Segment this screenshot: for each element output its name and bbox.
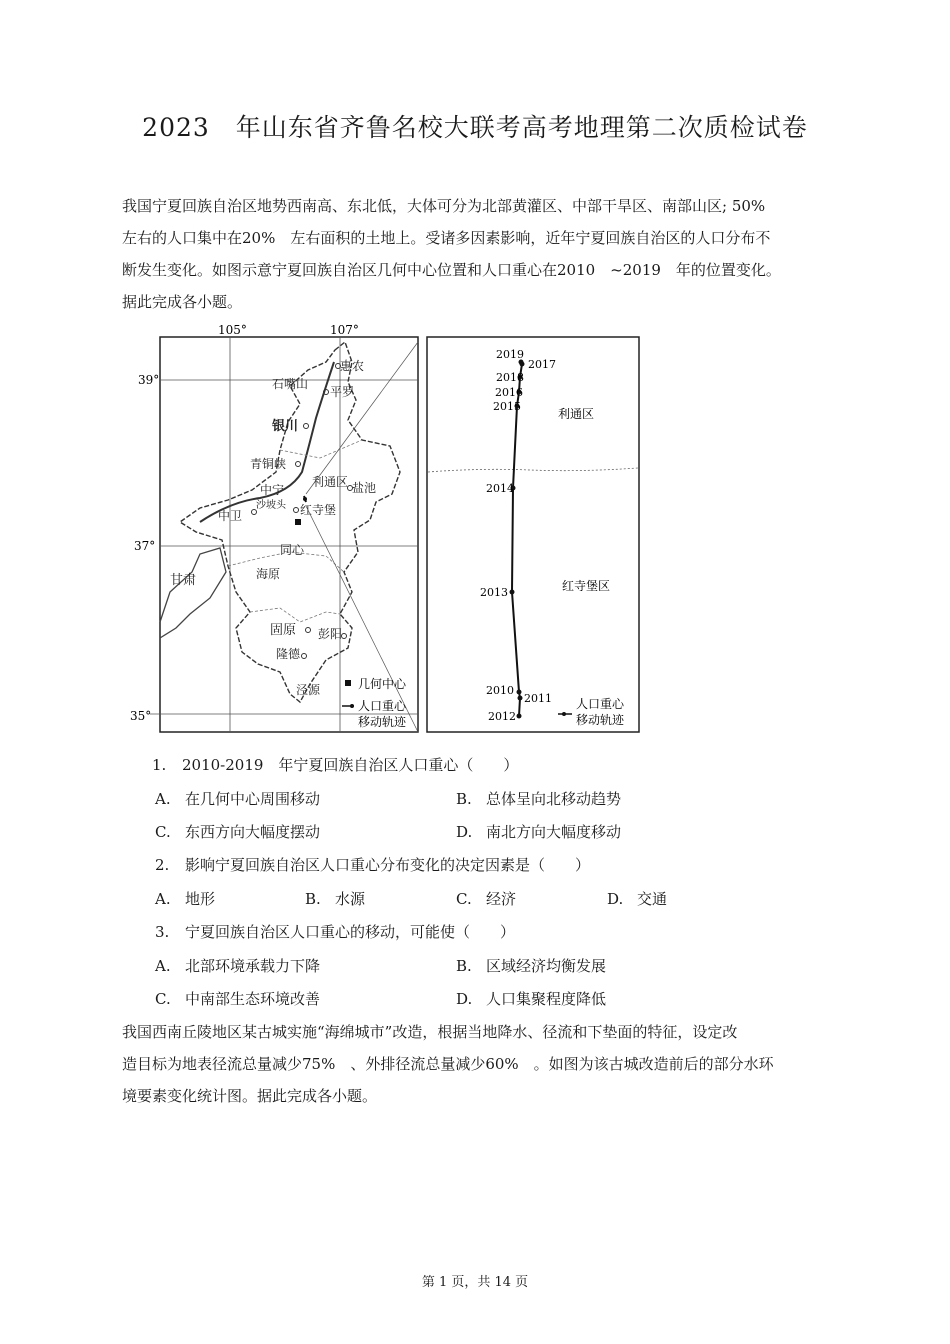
question-3 — [155, 921, 515, 942]
place-label: 利通区 — [312, 475, 349, 489]
option-2a: A. 地形 — [155, 890, 216, 908]
place-label: 中卫 — [218, 509, 243, 523]
question-number: 2. — [155, 856, 170, 874]
place-label: 盐池 — [352, 481, 377, 495]
year-label: 2011 — [524, 692, 552, 705]
question-stem: 影响宁夏回族自治区人口重心分布变化的决定因素是（ ） — [185, 856, 591, 874]
question-number: 1. — [152, 756, 167, 774]
intro-line: 断发生变化。如图示意宁夏回族自治区几何中心位置和人口重心在2010 ~2019 年的位置变化。 — [122, 261, 781, 279]
option-1a: A. 在几何中心周围移动 — [155, 790, 321, 808]
question-stem: 宁夏回族自治区人口重心的移动，可能使（ ） — [185, 923, 516, 941]
place-label: 泾源 — [296, 683, 321, 697]
place-label: 隆德 — [276, 647, 301, 661]
intro2-paragraph — [122, 1016, 842, 1112]
year-label: 2015 — [493, 400, 521, 413]
place-label: 石嘴山 — [272, 377, 309, 391]
intro2-line: 造目标为地表径流总量减少75% 、外排径流总量减少60% 。如图为该古城改造前后的部分水环 — [122, 1055, 774, 1073]
option-1d: D. 南北方向大幅度移动 — [456, 823, 622, 841]
legend-pop-center: 人口重心 — [358, 699, 407, 713]
map-frame — [160, 337, 418, 732]
intro-line: 左右的人口集中在20% 左右面积的土地上。受诸多因素影响，近年宁夏回族自治区的人口分布不 — [122, 229, 771, 247]
place-label: 青铜峡 — [250, 457, 287, 471]
lon-107-label: 107° — [330, 323, 359, 337]
pop-center-track — [512, 362, 522, 716]
option-1b: B. 总体呈向北移动趋势 — [456, 790, 622, 808]
year-label: 2016 — [495, 386, 523, 399]
place-label: 平罗 — [330, 385, 355, 399]
place-label: 中宁 — [260, 483, 285, 497]
page-footer: 第 1 页，共 14 页 — [421, 1275, 529, 1290]
place-label: 惠农 — [340, 359, 365, 373]
question-stem: 2010-2019 年宁夏回族自治区人口重心（ ） — [182, 756, 519, 774]
lat-35-label: 35° — [130, 709, 152, 723]
ningxia-map-figure — [130, 322, 650, 742]
intro2-line: 境要素变化统计图。据此完成各小题。 — [122, 1087, 378, 1105]
year-label: 2018 — [496, 371, 524, 384]
year-label: 2014 — [486, 482, 514, 495]
inset-legend-line2: 移动轨迹 — [576, 713, 625, 727]
question-2 — [155, 854, 590, 875]
option-1c: C. 东西方向大幅度摆动 — [155, 823, 321, 841]
legend-geo-center: 几何中心 — [358, 677, 407, 691]
lon-105-label: 105° — [218, 323, 247, 337]
intro-line: 据此完成各小题。 — [122, 293, 243, 311]
year-label: 2019 — [496, 348, 524, 361]
question-number: 3. — [155, 923, 170, 941]
page-title: 2023 年山东省齐鲁名校大联考高考地理第二次质检试卷 — [142, 113, 808, 142]
year-label: 2012 — [488, 710, 516, 723]
option-3d: D. 人口集聚程度降低 — [456, 990, 607, 1008]
legend-pop-track: 移动轨迹 — [358, 715, 407, 729]
option-3c: C. 中南部生态环境改善 — [155, 990, 321, 1008]
intro-line: 我国宁夏回族自治区地势西南高、东北低，大体可分为北部黄灌区、中部干旱区、南部山区; 50% — [122, 197, 766, 215]
year-label: 2010 — [486, 684, 514, 697]
inset-legend-line1: 人口重心 — [576, 697, 625, 711]
place-label: 固原 — [270, 623, 297, 638]
inset-frame — [427, 337, 639, 732]
year-label: 2013 — [480, 586, 508, 599]
option-2b: B. 水源 — [305, 890, 366, 908]
option-3a: A. 北部环境承载力下降 — [155, 957, 321, 975]
geometric-center-marker — [295, 519, 301, 525]
intro2-line: 我国西南丘陵地区某古城实施“海绵城市”改造，根据当地降水、径流和下垫面的特征，设定改 — [122, 1023, 738, 1041]
option-2c: C. 经济 — [456, 890, 517, 908]
place-label: 沙坡头 — [256, 500, 286, 511]
place-label: 银川 — [272, 419, 299, 434]
place-label: 红寺堡 — [300, 503, 337, 517]
neighbor-label: 甘肃 — [170, 573, 197, 588]
place-label: 海原 — [256, 567, 281, 581]
option-2d: D. 交通 — [607, 890, 668, 908]
lat-39-label: 39° — [138, 373, 160, 387]
inset-area-south: 红寺堡区 — [562, 579, 611, 593]
intro-paragraph — [122, 190, 842, 318]
question-1 — [152, 754, 518, 775]
option-3b: B. 区域经济均衡发展 — [456, 957, 607, 975]
lat-37-label: 37° — [134, 539, 156, 553]
inset-area-north: 利通区 — [558, 407, 595, 421]
place-label: 彭阳 — [318, 627, 343, 641]
year-label: 2017 — [528, 358, 556, 371]
place-label: 同心 — [280, 543, 305, 557]
